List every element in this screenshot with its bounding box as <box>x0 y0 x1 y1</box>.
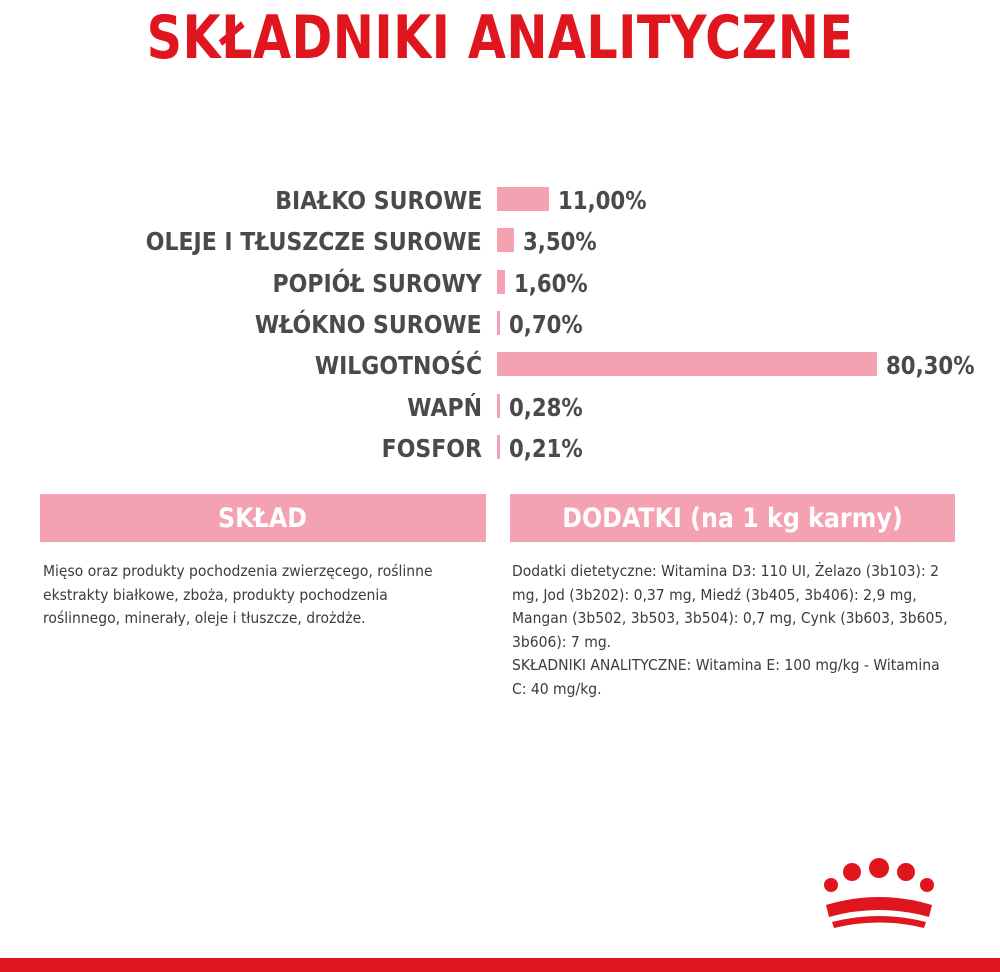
composition-text <box>43 560 466 631</box>
composition-header-label: SKŁAD <box>218 502 308 534</box>
chart-bar <box>497 228 514 252</box>
chart-category-label: POPIÓŁ SUROWY <box>272 268 482 298</box>
bottom-brand-stripe <box>0 958 1000 972</box>
additives-paragraph-analytical: SKŁADNIKI ANALITYCZNE: Witamina E: 100 mg/kg - Witamina C: 40 mg/kg. <box>512 656 940 698</box>
composition-header <box>40 494 486 542</box>
chart-bar <box>497 311 500 335</box>
additives-text <box>512 560 958 701</box>
chart-bar <box>497 187 549 211</box>
chart-category-label: FOSFOR <box>381 433 482 463</box>
chart-category-label: BIAŁKO SUROWE <box>274 186 482 215</box>
additives-header-label: DODATKI (na 1 kg karmy) <box>562 502 903 534</box>
chart-value-label: 0,21% <box>509 433 583 463</box>
chart-value-label: 1,60% <box>513 268 588 298</box>
chart-value-label: 80,30% <box>886 351 975 381</box>
chart-category-label: WŁÓKNO SUROWE <box>255 309 482 339</box>
chart-bar <box>497 435 500 459</box>
chart-category-label: WILGOTNOŚĆ <box>314 351 482 381</box>
chart-bar <box>497 394 500 418</box>
additives-header <box>510 494 955 542</box>
page-title: SKŁADNIKI ANALITYCZNE <box>146 3 854 73</box>
additives-paragraph: Dodatki dietetyczne: Witamina D3: 110 UI, Żelazo (3b103): 2 mg, Jod (3b202): 0,37 mg, Miedź (3b405, 3b406): 2,9 mg, Mangan (3b502, 3b503, 3b504): 0,7 mg, Cynk (3b603, 3b605, 3b606): 7 mg. <box>512 562 948 651</box>
chart-value-label: 3,50% <box>522 227 597 257</box>
chart-value-label: 0,70% <box>509 309 584 339</box>
royal-canin-crown-icon <box>818 856 958 936</box>
composition-paragraph: Mięso oraz produkty pochodzenia zwierzęcego, roślinne ekstrakty białkowe, zboża, produkty pochodzenia roślinnego, minerały, oleje i tłuszcze, drożdże. <box>43 562 433 627</box>
chart-bar <box>497 270 505 294</box>
chart-category-label: OLEJE I TŁUSZCZE SUROWE <box>146 227 482 257</box>
chart-value-label: 11,00% <box>558 186 647 215</box>
chart-bar <box>497 352 877 376</box>
chart-value-label: 0,28% <box>509 392 583 422</box>
chart-category-label: WAPŃ <box>407 392 482 422</box>
